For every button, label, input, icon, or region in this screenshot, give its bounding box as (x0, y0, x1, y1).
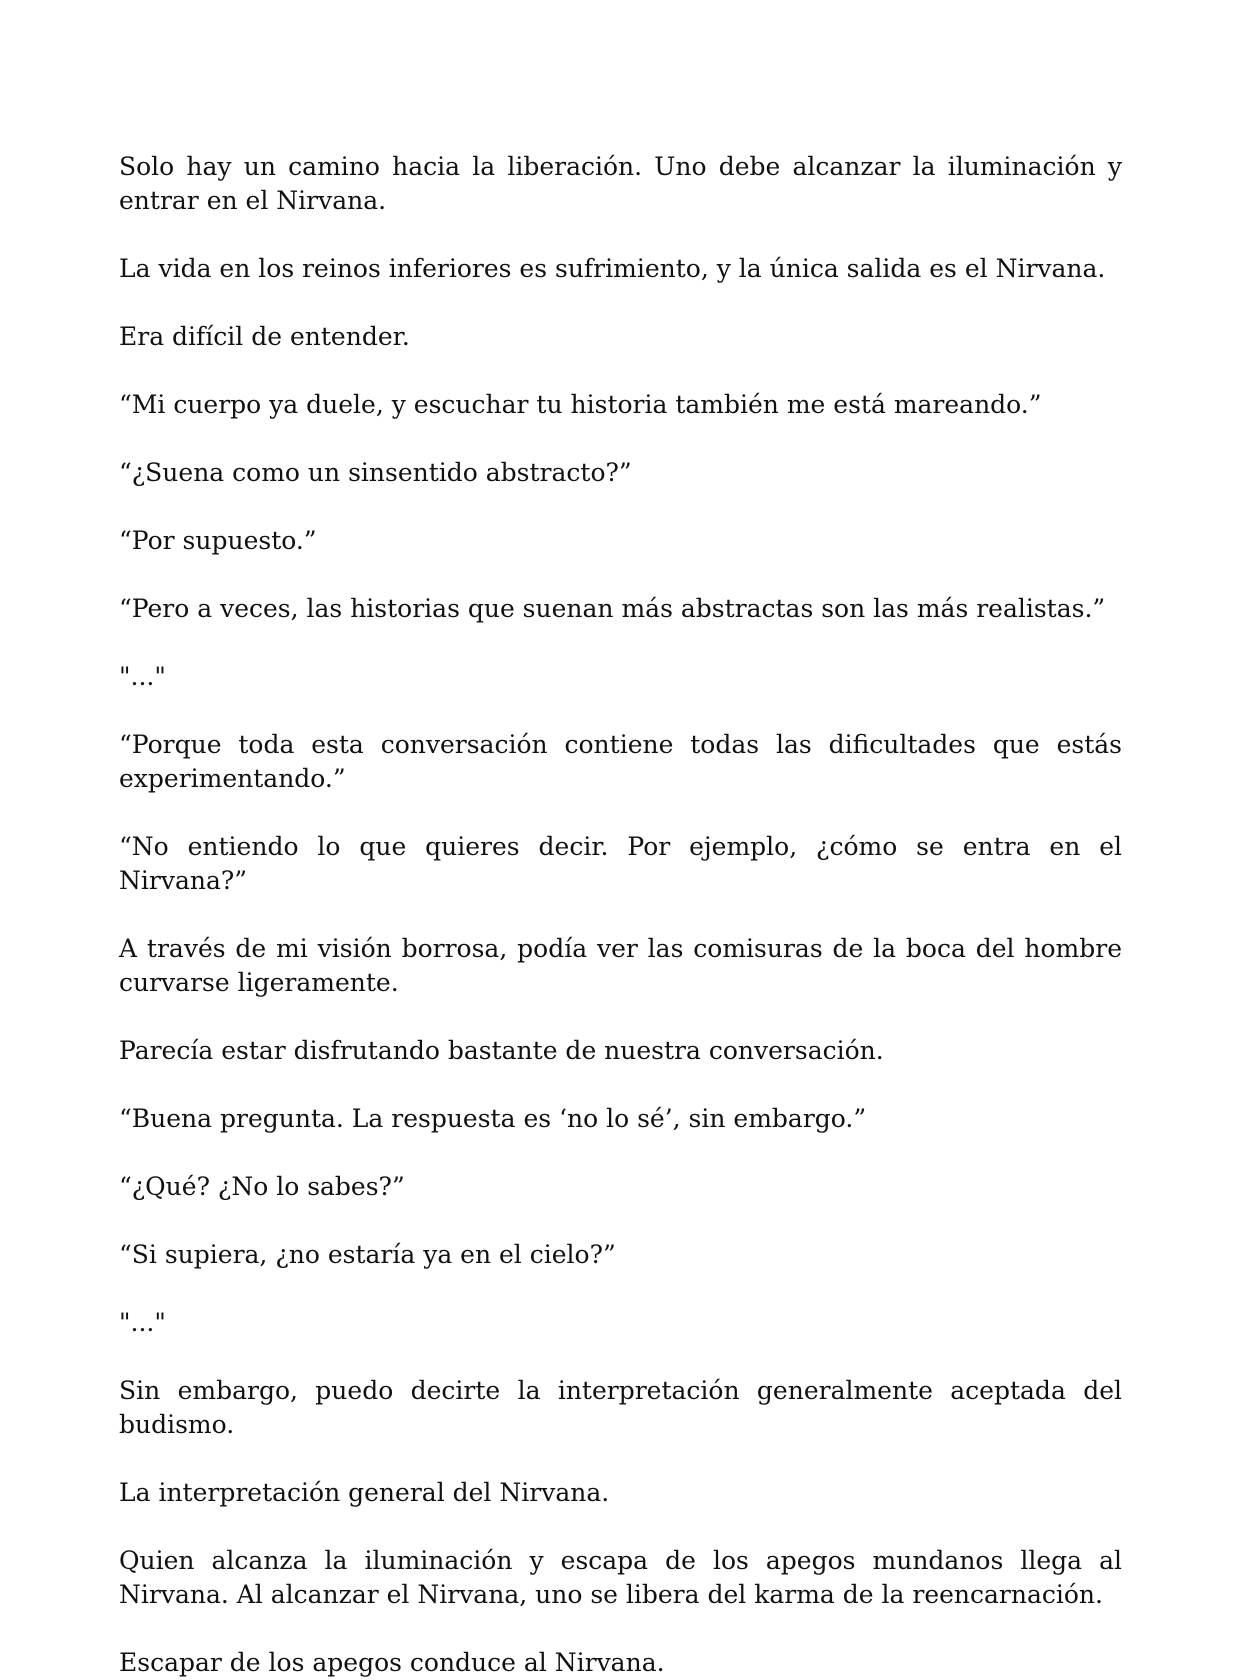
paragraph: Escapar de los apegos conduce al Nirvana. (119, 1648, 665, 1677)
paragraph: “Por supuesto.” (119, 526, 317, 555)
paragraph: “Si supiera, ¿no estaría ya en el cielo?” (119, 1240, 616, 1269)
paragraph: "..." (119, 662, 166, 691)
paragraph: Era difícil de entender. (119, 322, 410, 351)
paragraph: “Mi cuerpo ya duele, y escuchar tu historia también me está mareando.” (119, 390, 1042, 419)
document-page (119, 150, 1122, 1680)
paragraph: La interpretación general del Nirvana. (119, 1478, 610, 1507)
paragraph: “¿Suena como un sinsentido abstracto?” (119, 458, 632, 487)
paragraph: “¿Qué? ¿No lo sabes?” (119, 1172, 405, 1201)
paragraph: “No entiendo lo que quieres decir. Por ejemplo, ¿cómo se entra en el Nirvana?” (119, 832, 1122, 895)
paragraph: “Porque toda esta conversación contiene todas las dificultades que estás experimentando.” (119, 730, 1122, 793)
paragraph: La vida en los reinos inferiores es sufrimiento, y la única salida es el Nirvana. (119, 254, 1106, 283)
paragraph: Quien alcanza la iluminación y escapa de los apegos mundanos llega al Nirvana. Al alcanzar el Nirvana, uno se libera del karma de la reencarnación. (119, 1546, 1122, 1609)
paragraph: Solo hay un camino hacia la liberación. Uno debe alcanzar la iluminación y entrar en el Nirvana. (119, 152, 1122, 215)
paragraph: Parecía estar disfrutando bastante de nuestra conversación. (119, 1036, 884, 1065)
paragraph: Sin embargo, puedo decirte la interpretación generalmente aceptada del budismo. (119, 1376, 1122, 1439)
paragraph: "..." (119, 1308, 166, 1337)
paragraph: A través de mi visión borrosa, podía ver las comisuras de la boca del hombre curvarse ligeramente. (119, 934, 1122, 997)
paragraph: “Pero a veces, las historias que suenan más abstractas son las más realistas.” (119, 594, 1106, 623)
paragraph: “Buena pregunta. La respuesta es ‘no lo sé’, sin embargo.” (119, 1104, 867, 1133)
